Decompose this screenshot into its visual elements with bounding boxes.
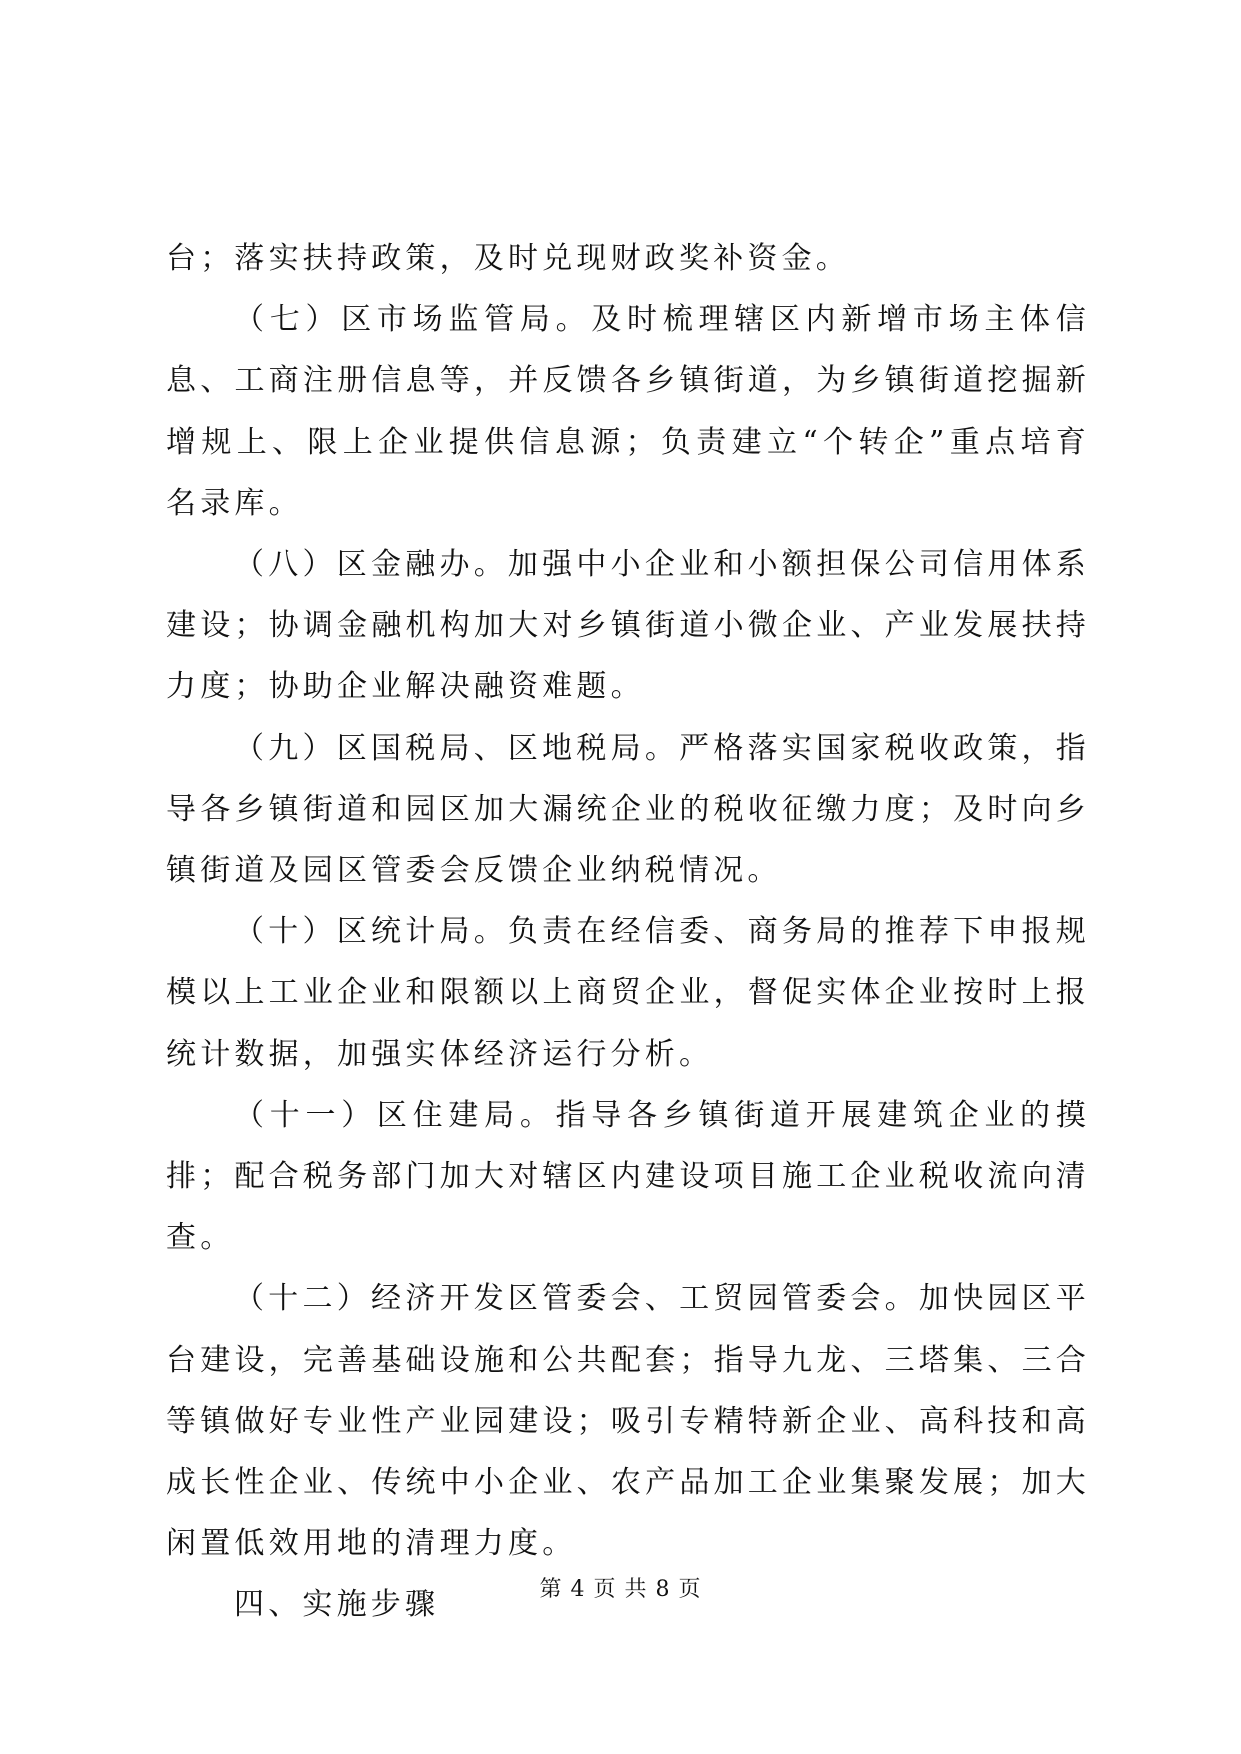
page-number-footer: 第 4 页 共 8 页 (539, 1577, 702, 1602)
paragraph-housing-bureau: （十一）区住建局。指导各乡镇街道开展建筑企业的摸排；配合税务部门加大对辖区内建设项目施工企业税收流向清查。 (166, 1097, 1090, 1256)
paragraph-statistics-bureau: （十）区统计局。负责在经信委、商务局的推荐下申报规模以上工业企业和限额以上商贸企业，督促实体企业按时上报统计数据，加强实体经济运行分析。 (166, 914, 1090, 1072)
paragraph-continuation: 台；落实扶持政策，及时兑现财政奖补资金。 (166, 241, 850, 276)
paragraph-market-supervision: （七）区市场监管局。及时梳理辖区内新增市场主体信息、工商注册信息等，并反馈各乡镇街道，为乡镇街道挖掘新增规上、限上企业提供信息源；负责建立“个转企”重点培育名录库。 (166, 302, 1090, 521)
section-heading-implementation-steps: 四、实施步骤 (234, 1587, 440, 1623)
paragraph-tax-bureaus: （九）区国税局、区地税局。严格落实国家税收政策，指导各乡镇街道和园区加大漏统企业的税收征缴力度；及时向乡镇街道及园区管委会反馈企业纳税情况。 (166, 730, 1090, 889)
document-body (166, 228, 1090, 1636)
paragraph-finance-office: （八）区金融办。加强中小企业和小额担保公司信用体系建设；协调金融机构加大对乡镇街道小微企业、产业发展扶持力度；协助企业解决融资难题。 (166, 547, 1090, 705)
paragraph-development-zone: （十二）经济开发区管委会、工贸园管委会。加快园区平台建设，完善基础设施和公共配套；指导九龙、三塔集、三合等镇做好专业性产业园建设；吸引专精特新企业、高科技和高成长性企业、传统中小企业、农产品加工企业集聚发展；加大闲置低效用地的清理力度。 (166, 1281, 1090, 1562)
